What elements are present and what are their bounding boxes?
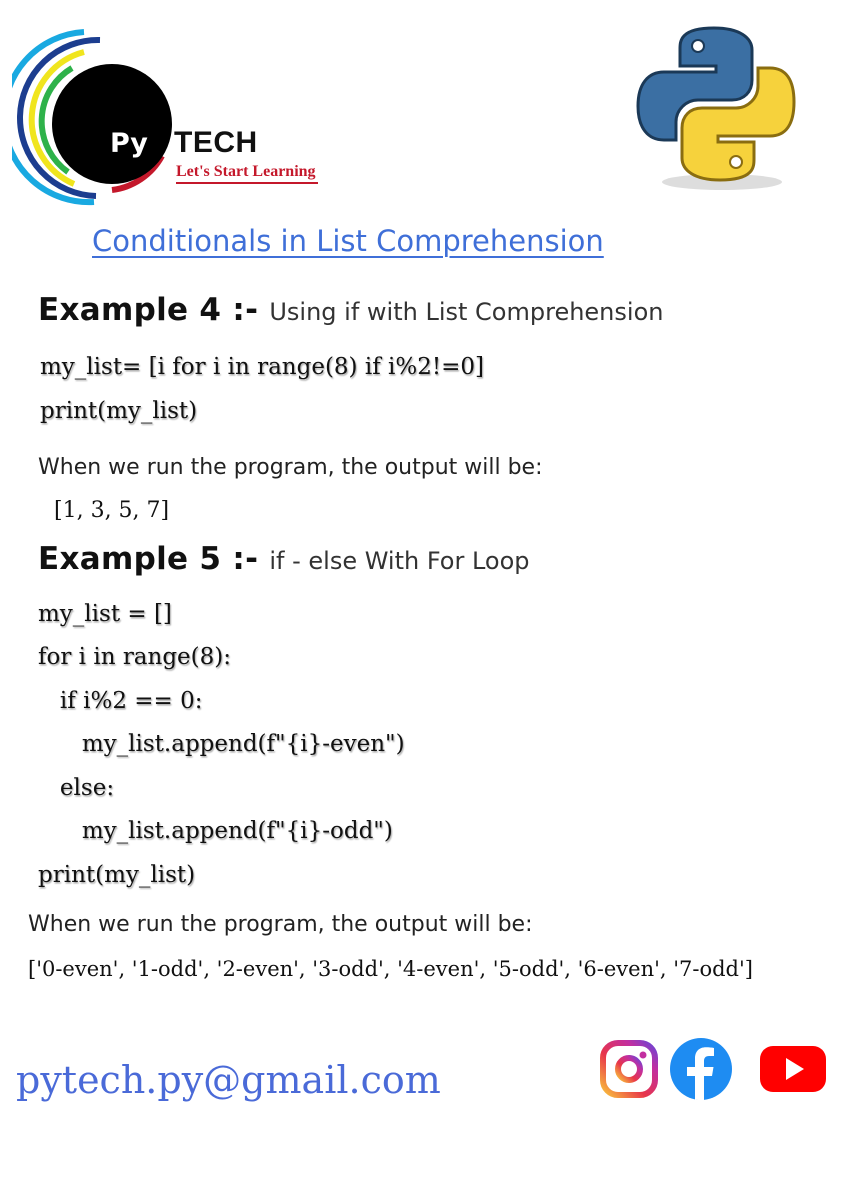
pytech-logo-icon — [12, 24, 332, 214]
code-line: my_list= [i for i in range(8) if i%2!=0] — [40, 354, 484, 380]
brand-py: Py — [110, 128, 148, 159]
example5-description: if - else With For Loop — [269, 547, 530, 575]
facebook-icon[interactable] — [668, 1036, 734, 1102]
brand-tech: TECH — [174, 126, 258, 159]
example5-heading — [38, 541, 530, 577]
code-line: print(my_list) — [38, 862, 196, 888]
youtube-icon[interactable] — [758, 1036, 828, 1102]
example5-output-intro: When we run the program, the output will be: — [28, 912, 533, 937]
example5-output: ['0-even', '1-odd', '2-even', '3-odd', '4-even', '5-odd', '6-even', '7-odd'] — [28, 957, 753, 981]
code-line: if i%2 == 0: — [38, 688, 203, 714]
code-line: else: — [38, 775, 115, 801]
code-line: my_list.append(f"{i}-even") — [38, 731, 405, 757]
instagram-icon[interactable] — [596, 1036, 662, 1102]
example4-label: Example 4 :- — [38, 292, 259, 328]
contact-email[interactable]: pytech.py@gmail.com — [16, 1058, 441, 1102]
code-line: for i in range(8): — [38, 644, 231, 670]
example5-label: Example 5 :- — [38, 541, 259, 577]
example4-description: Using if with List Comprehension — [269, 298, 664, 326]
python-logo-icon — [634, 22, 799, 192]
example4-heading — [38, 292, 663, 328]
example4-output-intro: When we run the program, the output will be: — [38, 455, 543, 480]
page-title: Conditionals in List Comprehension — [92, 224, 604, 258]
code-line: print(my_list) — [40, 398, 198, 424]
code-line: my_list = [] — [38, 601, 172, 627]
brand-tagline: Let's Start Learning — [176, 163, 318, 184]
example4-output: [1, 3, 5, 7] — [54, 498, 170, 523]
code-line: my_list.append(f"{i}-odd") — [38, 818, 393, 844]
